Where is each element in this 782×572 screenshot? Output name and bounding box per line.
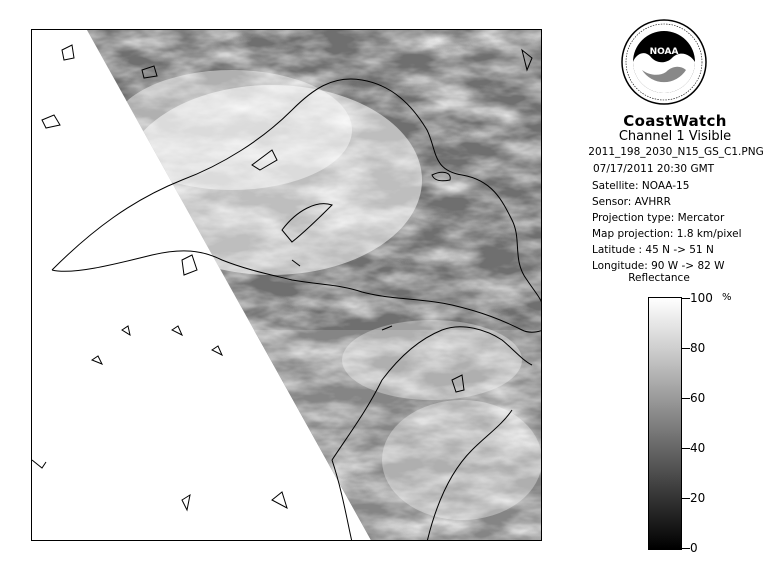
brand-title: CoastWatch (623, 112, 727, 130)
scale-title: Reflectance (628, 272, 690, 284)
filename-label: 2011_198_2030_N15_GS_C1.PNG (588, 146, 764, 158)
scale-tick (682, 298, 690, 299)
scale-tick (682, 548, 690, 549)
scale-tick (682, 498, 690, 499)
reflectance-scale-bar (648, 297, 682, 550)
scale-tick-label: 60 (690, 391, 706, 405)
sensor-label: Sensor: AVHRR (592, 196, 671, 208)
channel-label: Channel 1 Visible (618, 129, 732, 144)
satellite-map-svg (32, 30, 542, 541)
scale-tick-label: 80 (690, 341, 706, 355)
map-projection-label: Map projection: 1.8 km/pixel (592, 228, 742, 240)
scale-tick (682, 398, 690, 399)
scale-tick (682, 448, 690, 449)
scale-tick-label: 0 (690, 541, 698, 555)
satellite-swath (32, 30, 542, 541)
scale-tick-label: 40 (690, 441, 706, 455)
noaa-seal-icon (620, 18, 708, 106)
longitude-label: Longitude: 90 W -> 82 W (592, 260, 725, 272)
datetime-label: 07/17/2011 20:30 GMT (593, 163, 715, 175)
satellite-image (31, 29, 542, 541)
scale-tick-label: 100 (690, 291, 713, 305)
scale-unit: % (722, 292, 732, 303)
satellite-label: Satellite: NOAA-15 (592, 180, 690, 192)
scale-tick (682, 348, 690, 349)
projection-type-label: Projection type: Mercator (592, 212, 725, 224)
latitude-label: Latitude : 45 N -> 51 N (592, 244, 714, 256)
logo-text: NOAA (649, 47, 679, 57)
scale-tick-label: 20 (690, 491, 706, 505)
